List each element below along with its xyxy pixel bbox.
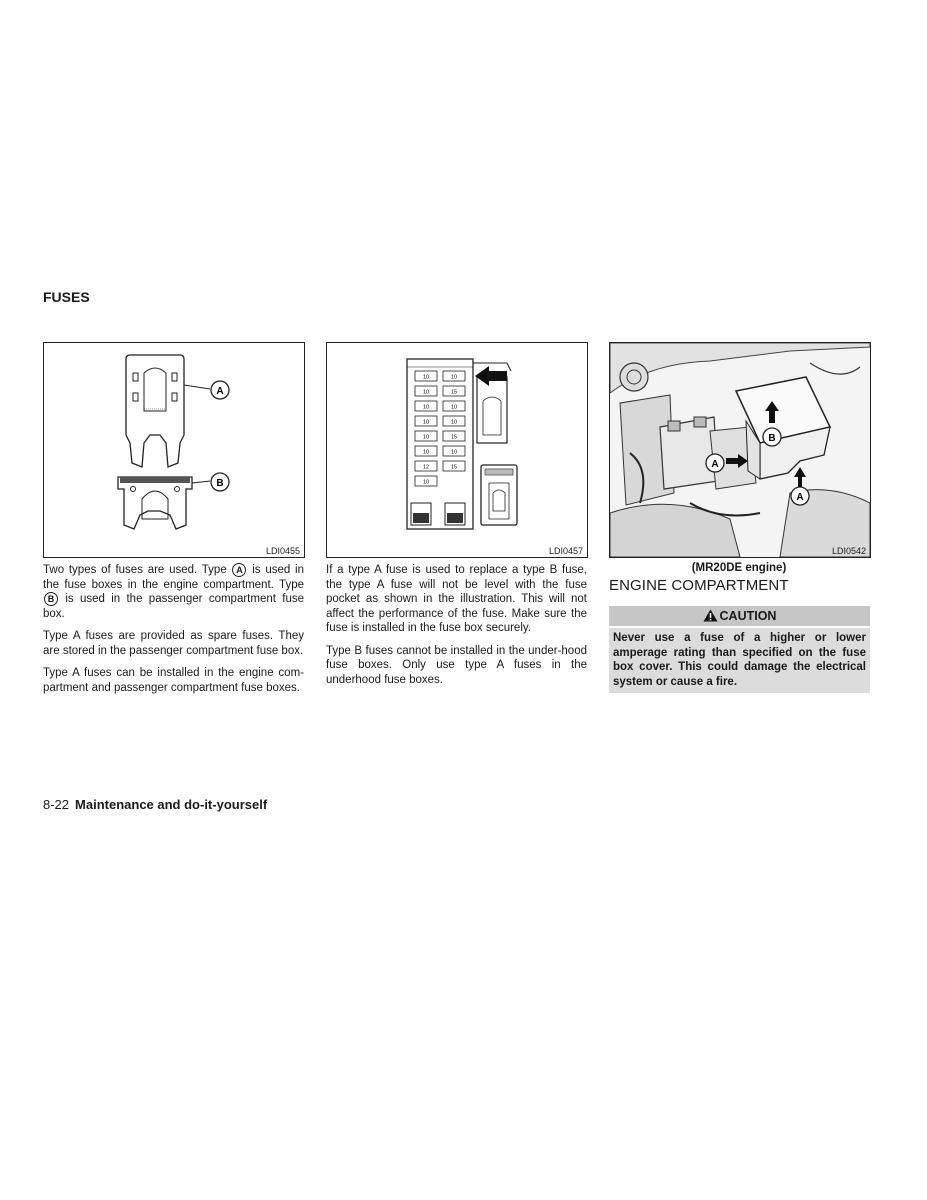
callout-a: A: [216, 386, 224, 397]
circled-letter-b: B: [44, 592, 58, 606]
figure-code: LDI0457: [548, 546, 583, 556]
fuse-label: 15: [450, 464, 458, 471]
circled-letter-a: A: [232, 563, 246, 577]
figure-fuse-types: [43, 342, 305, 558]
fuse-label: 12: [422, 464, 430, 471]
fuse-box-illustration: [327, 343, 587, 557]
subheading: ENGINE COMPARTMENT: [609, 577, 789, 594]
engine-compartment-illustration: [610, 343, 870, 557]
paragraph: Two types of fuses are used. Type A is used in the fuse boxes in the engine compartment. Type B is used in the passenger compartment fuse box.: [43, 564, 304, 620]
fuse-types-illustration: [44, 343, 304, 557]
callout-b: B: [768, 433, 776, 444]
fuse-label: 10: [450, 404, 458, 411]
caution-title: CAUTION: [719, 609, 777, 623]
page-footer: [43, 797, 267, 812]
fuse-box: [407, 359, 473, 529]
paragraph: Type A fuses can be installed in the engine com-partment and passenger compartment fuse boxes.: [43, 667, 304, 694]
fuse-label: 10: [450, 449, 458, 456]
fuse-label: 10: [422, 419, 430, 426]
figure-code: LDI0542: [831, 546, 866, 556]
fuse-label: 10: [422, 449, 430, 456]
figure-engine-compartment: [609, 342, 871, 558]
fuse-label: 10: [422, 374, 430, 381]
column-1-text: [43, 563, 304, 703]
fuse-label: 10: [450, 374, 458, 381]
fuse-label: 10: [422, 434, 430, 441]
fuse-label: 15: [450, 389, 458, 396]
callout-a: A: [796, 492, 804, 503]
chapter-title: Maintenance and do-it-yourself: [75, 797, 268, 812]
callout-a: A: [711, 459, 719, 470]
section-title: FUSES: [43, 289, 90, 305]
callout-b: B: [216, 478, 224, 489]
paragraph: If a type A fuse is used to replace a type B fuse, the type A fuse will not be level with the fuse pocket as shown in the illustration. This will not affect the performance of the fuse. Make sure the fuse is installed in the fuse box securely.: [326, 564, 587, 634]
figure-fuse-box: [326, 342, 588, 558]
page-number: 8-22: [43, 797, 70, 812]
fuse-label: 10: [422, 389, 430, 396]
figure-code: LDI0455: [265, 546, 300, 556]
fuse-label: 10: [422, 404, 430, 411]
figure-caption: (MR20DE engine): [691, 562, 787, 574]
paragraph: Type A fuses are provided as spare fuses. They are stored in the passenger compartment fuse box.: [43, 630, 304, 657]
fuse-label: 15: [450, 434, 458, 441]
caution-text: Never use a fuse of a higher or lower amperage rating than specified on the fuse box cover. This could damage the electrical system or cause a fire.: [609, 628, 870, 693]
warning-icon: [703, 609, 718, 622]
column-2-text: [326, 563, 587, 695]
paragraph: Type B fuses cannot be installed in the under-hood fuse boxes. Only use type A fuses in the underhood fuse boxes.: [326, 644, 587, 686]
caution-header: [609, 606, 870, 626]
fuse-label: 10: [450, 419, 458, 426]
fuse-label: 10: [422, 479, 430, 486]
